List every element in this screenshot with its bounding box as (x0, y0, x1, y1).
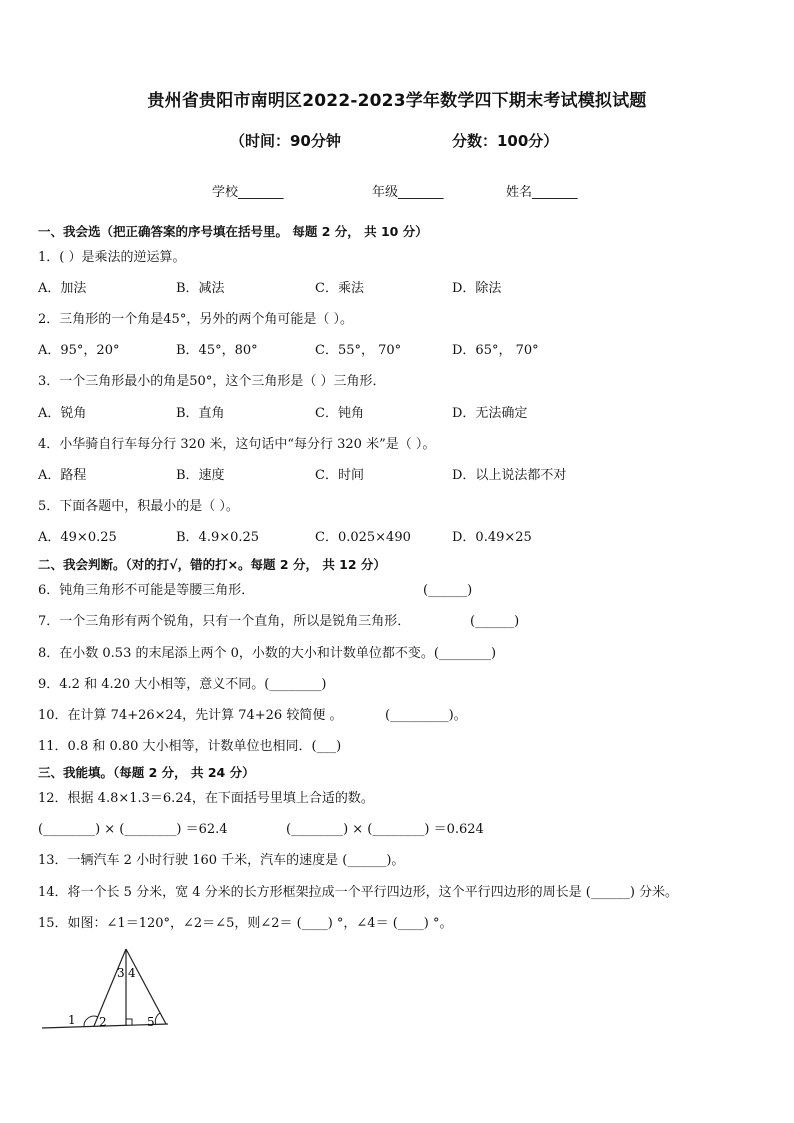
q3-option-d: D．无法确定 (452, 406, 528, 421)
q5-option-b: B．4.9×0.25 (176, 530, 260, 545)
question-10-answer: (_________)。 (385, 708, 467, 723)
q1-option-b: B．减法 (176, 281, 225, 296)
question-13: 13．一辆汽车 2 小时行驶 160 千米，汽车的速度是 (______)。 (38, 853, 405, 868)
q1-option-c: C．乘法 (315, 281, 364, 296)
question-7-answer: (______) (470, 614, 520, 629)
q4-option-a: A．路程 (38, 468, 87, 483)
grade-field: 年级_______ (372, 185, 444, 200)
q2-option-c: C．55°， 70° (315, 343, 402, 358)
question-6-answer: (______) (423, 583, 473, 598)
q3-option-c: C．钝角 (315, 406, 364, 421)
angle-label-4: 4 (128, 966, 136, 980)
name-field: 姓名_______ (506, 185, 578, 200)
figure-right-side (126, 949, 166, 1024)
q4-option-d: D．以上说法都不对 (452, 468, 567, 483)
exam-score: 分数：100分） (452, 132, 559, 150)
question-8: 8．在小数 0.53 的末尾添上两个 0，小数的大小和计数单位都不变。(________) (38, 646, 497, 661)
question-15: 15．如图：∠1＝120°，∠2＝∠5，则∠2＝ (____) °，∠4＝ (____) °。 (38, 916, 453, 931)
q3-option-a: A．锐角 (38, 406, 87, 421)
question-3: 3．一个三角形最小的角是50°，这个三角形是（ ）三角形． (38, 374, 386, 389)
angle-label-5: 5 (147, 1015, 155, 1029)
angle-label-3: 3 (117, 966, 125, 980)
question-4: 4．小华骑自行车每分行 320 米，这句话中“每分行 320 米”是（ ）。 (38, 437, 436, 452)
section-heading-choice: 一、我会选（把正确答案的序号填在括号里。 每题 2 分， 共 10 分） (38, 224, 428, 239)
q5-option-a: A．49×0.25 (38, 530, 117, 545)
exam-time: （时间：90分钟 (230, 132, 341, 150)
q4-option-b: B．速度 (176, 468, 225, 483)
question-12-part-b: (________) × (________) ＝0.624 (286, 822, 484, 837)
q4-option-c: C．时间 (315, 468, 364, 483)
section-heading-judge: 二、我会判断。（对的打√，错的打×。每题 2 分， 共 12 分） (38, 557, 386, 572)
q1-option-d: D．除法 (452, 281, 502, 296)
q2-option-b: B．45°，80° (176, 343, 258, 358)
question-10: 10．在计算 74+26×24，先计算 74+26 较简便 。 (38, 708, 343, 723)
q1-option-a: A．加法 (38, 281, 87, 296)
angle-label-2: 2 (99, 1015, 107, 1029)
question-12: 12．根据 4.8×1.3＝6.24，在下面括号里填上合适的数。 (38, 791, 374, 806)
school-field: 学校_______ (212, 185, 284, 200)
section-heading-fill: 三、我能填。（每题 2 分， 共 24 分） (38, 765, 255, 780)
question-1: 1．( ）是乘法的逆运算。 (38, 250, 186, 265)
angle-5-arc (155, 1013, 160, 1025)
q2-option-d: D．65°， 70° (452, 343, 539, 358)
question-12-part-a: (________) × (________) ＝62.4 (38, 822, 228, 837)
q5-option-d: D．0.49×25 (452, 530, 532, 545)
triangle-figure (38, 945, 198, 1045)
q3-option-b: B．直角 (176, 406, 225, 421)
right-angle-mark (126, 1019, 132, 1025)
question-5: 5．下面各题中，积最小的是（ ）。 (38, 499, 239, 514)
q2-option-a: A．95°，20° (38, 343, 120, 358)
page-title: 贵州省贵阳市南明区2022-2023学年数学四下期末考试模拟试题 (147, 91, 647, 111)
question-9: 9．4.2 和 4.20 大小相等，意义不同。(________) (38, 677, 327, 692)
question-7: 7．一个三角形有两个锐角，只有一个直角，所以是锐角三角形． (38, 614, 411, 629)
q5-option-c: C．0.025×490 (315, 530, 411, 545)
question-11: 11．0.8 和 0.80 大小相等，计数单位也相同．(___) (38, 739, 342, 754)
question-2: 2．三角形的一个角是45°，另外的两个角可能是（ ）。 (38, 312, 353, 327)
question-14: 14．将一个长 5 分米，宽 4 分米的长方形框架拉成一个平行四边形，这个平行四边形的周长是 (______) 分米。 (38, 885, 679, 900)
question-6: 6．钝角三角形不可能是等腰三角形． (38, 583, 255, 598)
angle-label-1: 1 (68, 1013, 76, 1027)
